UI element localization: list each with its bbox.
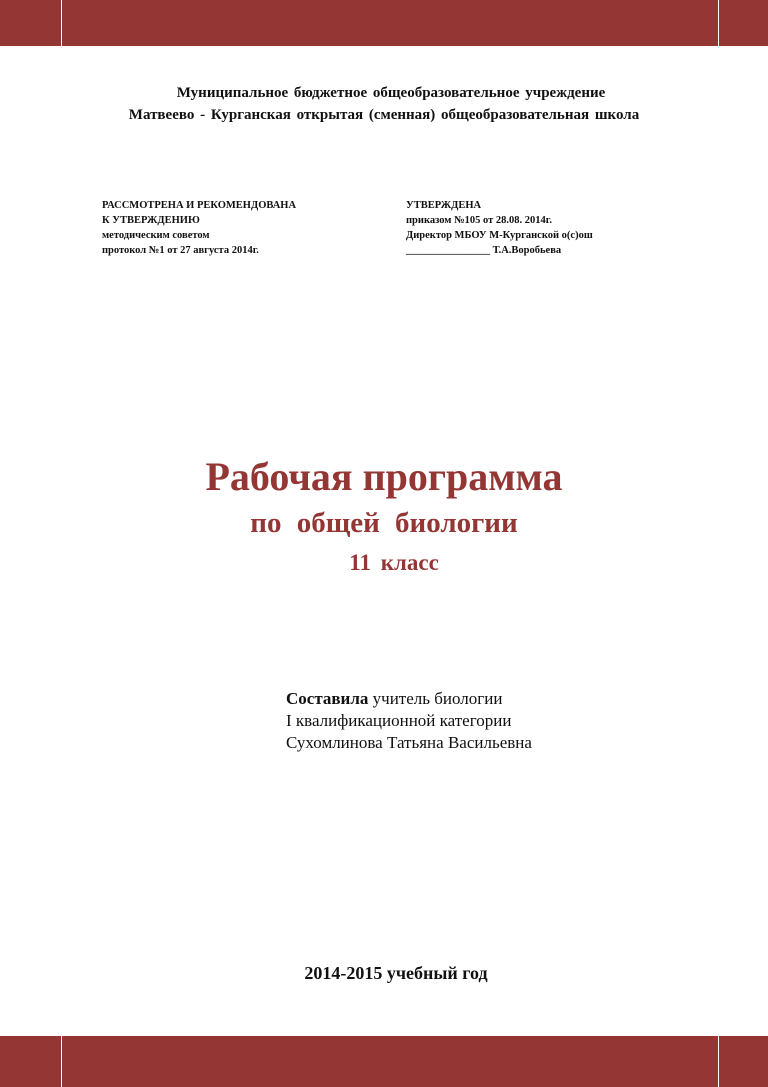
top-band-left-divider [61, 0, 62, 46]
document-subject [0, 504, 768, 542]
review-line-3: методическим советом [102, 230, 210, 241]
academic-year-text: 2014-2015 учебный год [304, 963, 488, 983]
approval-line-1: УТВЕРЖДЕНА [406, 200, 482, 211]
academic-year [0, 960, 768, 986]
top-decorative-band [0, 0, 768, 46]
approval-line-3: Директор МБОУ М-Курганской о(с)ош [406, 230, 593, 241]
bottom-band-right-divider [718, 1036, 719, 1087]
review-line-4: протокол №1 от 27 августа 2014г. [102, 245, 259, 256]
document-title [0, 452, 768, 502]
author-label: Составила [286, 689, 369, 708]
author-line-3: Сухомлинова Татьяна Васильевна [286, 733, 532, 752]
bottom-band-left-divider [61, 1036, 62, 1087]
approval-line-4: ________________ Т.А.Воробьева [406, 245, 562, 256]
approval-line-2: приказом №105 от 28.08. 2014г. [406, 215, 552, 226]
review-line-2: К УТВЕРЖДЕНИЮ [102, 215, 200, 226]
document-title-text: Рабочая программа [205, 454, 563, 499]
header-line-1: Муниципальное бюджетное общеобразовательное учреждение [176, 85, 606, 101]
author-role: учитель биологии [368, 689, 503, 708]
review-block [102, 198, 296, 258]
school-header [0, 82, 768, 126]
top-band-right-divider [718, 0, 719, 46]
approval-block [406, 198, 593, 258]
author-block [286, 688, 532, 754]
document-grade [0, 548, 768, 578]
author-line-1 [286, 688, 532, 710]
bottom-decorative-band [0, 1036, 768, 1087]
review-line-1: РАССМОТРЕНА И РЕКОМЕНДОВАНА [102, 200, 297, 211]
document-grade-text: 11 класс [349, 550, 439, 575]
document-subject-text: по общей биологии [250, 507, 518, 539]
header-line-2: Матвеево - Курганская открытая (сменная) общеобразовательная школа [128, 107, 640, 123]
author-line-2: I квалификационной категории [286, 711, 512, 730]
